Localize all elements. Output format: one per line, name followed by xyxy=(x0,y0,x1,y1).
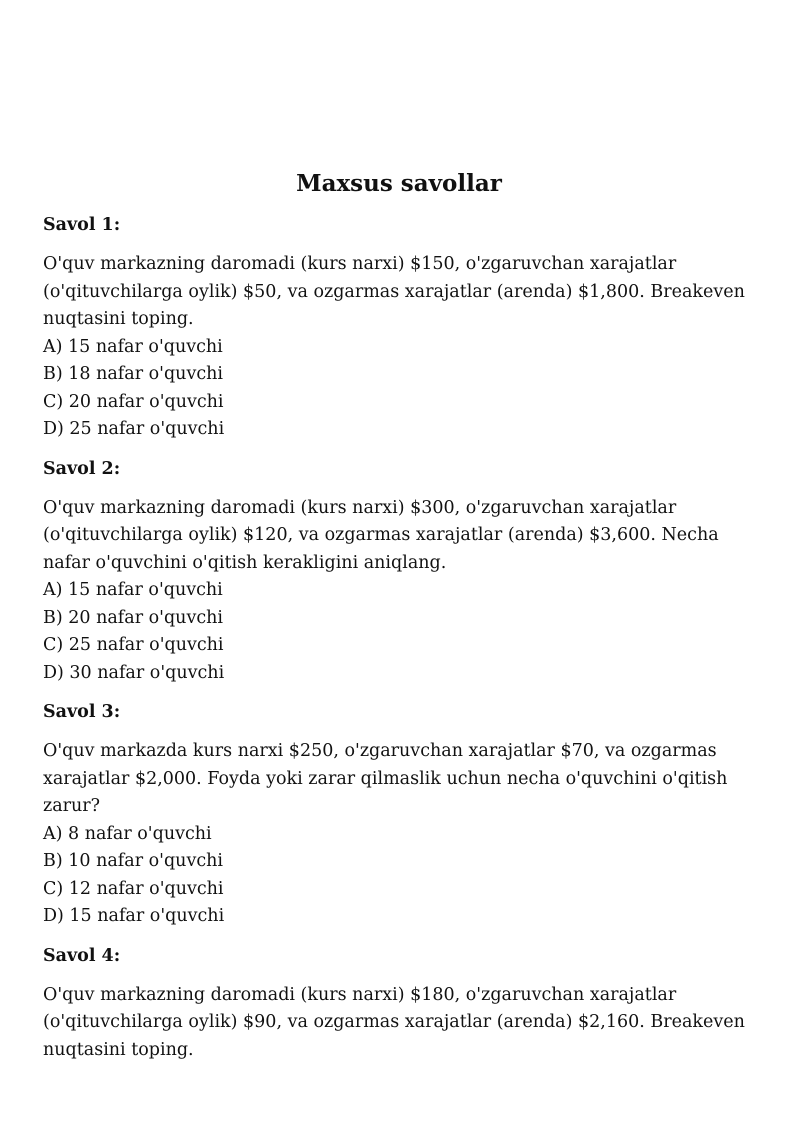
question-text-line: nuqtasini toping. xyxy=(43,1039,194,1060)
answer-option-c: C) 12 nafar o'quvchi xyxy=(43,878,224,899)
answer-option-c: C) 20 nafar o'quvchi xyxy=(43,391,224,412)
question-text-line: xarajatlar $2,000. Foyda yoki zarar qilmaslik uchun necha o'quvchini o'qitish xyxy=(43,768,728,789)
question-text-line: O'quv markazning daromadi (kurs narxi) $150, o'zgaruvchan xarajatlar xyxy=(43,254,677,274)
question-text-line: nafar o'quvchini o'qitish kerakligini aniqlang. xyxy=(43,552,447,573)
answer-option-a: A) 8 nafar o'quvchi xyxy=(43,823,212,844)
answer-option-b: B) 20 nafar o'quvchi xyxy=(43,607,223,628)
answer-option-b: B) 18 nafar o'quvchi xyxy=(43,364,223,384)
question-text-line: nuqtasini toping. xyxy=(43,309,194,329)
question-4 xyxy=(43,942,763,1065)
question-text xyxy=(43,982,763,1065)
question-text-line: zarur? xyxy=(43,796,101,816)
answer-option-c: C) 25 nafar o'quvchi xyxy=(43,635,224,655)
question-text xyxy=(43,738,763,821)
question-text-line: O'quv markazning daromadi (kurs narxi) $300, o'zgaruvchan xarajatlar xyxy=(43,497,677,518)
question-text-line: O'quv markazda kurs narxi $250, o'zgaruvchan xarajatlar $70, va ozgarmas xyxy=(43,741,717,761)
question-text-line: (o'qituvchilarga oylik) $50, va ozgarmas xarajatlar (arenda) $1,800. Breakeven xyxy=(43,281,745,302)
question-heading: Savol 2: xyxy=(43,458,121,479)
question-text-line: O'quv markazning daromadi (kurs narxi) $180, o'zgaruvchan xarajatlar xyxy=(43,984,677,1005)
answer-option-d: D) 15 nafar o'quvchi xyxy=(43,906,225,926)
answer-options xyxy=(43,334,763,444)
question-heading: Savol 4: xyxy=(43,945,121,966)
question-3 xyxy=(43,698,763,931)
answer-options xyxy=(43,821,763,931)
answer-option-a: A) 15 nafar o'quvchi xyxy=(43,580,223,600)
answer-options xyxy=(43,577,763,687)
answer-option-a: A) 15 nafar o'quvchi xyxy=(43,336,223,357)
question-text xyxy=(43,495,763,578)
answer-option-d: D) 25 nafar o'quvchi xyxy=(43,419,225,439)
question-text-line: (o'qituvchilarga oylik) $120, va ozgarmas xarajatlar (arenda) $3,600. Necha xyxy=(43,525,719,545)
question-heading: Savol 1: xyxy=(43,215,121,235)
question-heading: Savol 3: xyxy=(43,702,121,722)
question-text-line: (o'qituvchilarga oylik) $90, va ozgarmas xarajatlar (arenda) $2,160. Breakeven xyxy=(43,1012,745,1032)
page-title: Maxsus savollar xyxy=(296,170,502,197)
question-list xyxy=(43,211,763,1075)
question-1 xyxy=(43,211,763,444)
question-2 xyxy=(43,455,763,688)
answer-option-b: B) 10 nafar o'quvchi xyxy=(43,851,223,871)
answer-option-d: D) 30 nafar o'quvchi xyxy=(43,662,225,683)
question-text xyxy=(43,251,763,334)
